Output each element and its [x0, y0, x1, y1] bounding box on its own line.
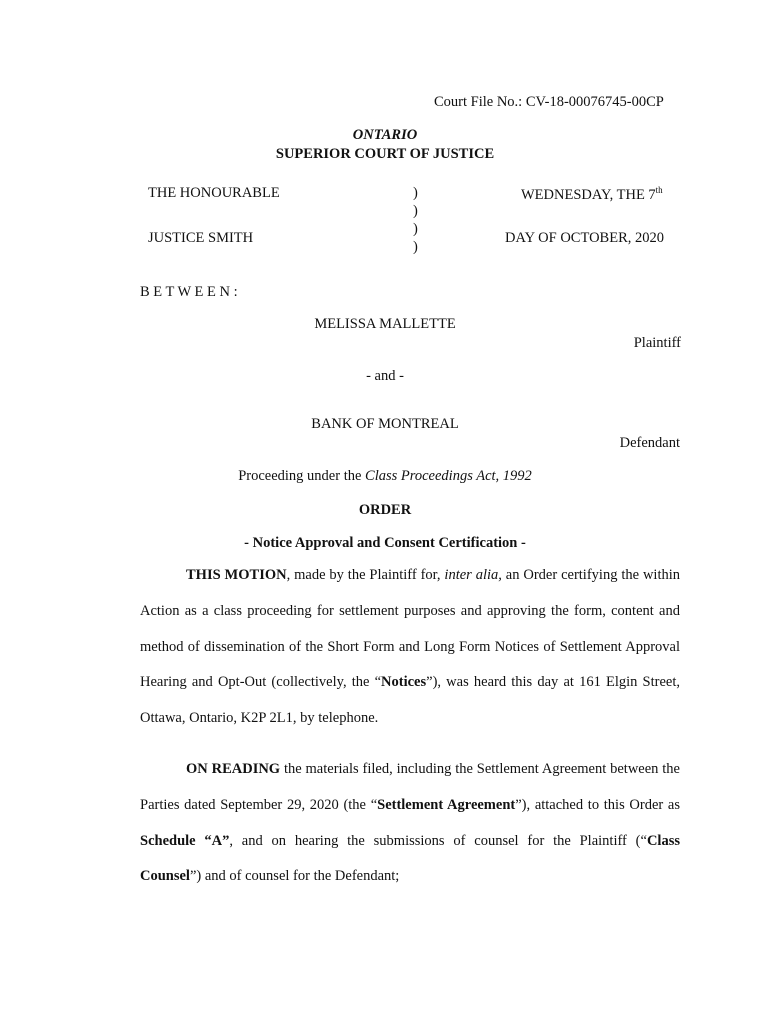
hearing-weekday: [521, 185, 663, 204]
and-separator: - and -: [366, 368, 404, 384]
motion-paragraph: [140, 558, 680, 737]
defendant-name: BANK OF MONTREAL: [311, 416, 459, 432]
notices-term: Notices: [381, 674, 427, 691]
schedule-a-term: Schedule “A”: [140, 832, 230, 849]
court-file-number: Court File No.: CV-18-00076745-00CP: [434, 94, 664, 110]
reading-text-1: the materials filed, including the Settlement Agreement between the Parties dated September 29, 2020 (the “: [140, 761, 680, 813]
hearing-date: DAY OF OCTOBER, 2020: [505, 230, 664, 246]
motion-text-1: , made by the Plaintiff for,: [286, 567, 445, 583]
reading-lead: ON READING: [186, 761, 281, 777]
paren-2: ): [413, 203, 418, 219]
paren-4: ): [413, 239, 418, 255]
paren-1: ): [413, 185, 418, 201]
class-counsel-term: Class Counsel: [140, 832, 680, 885]
plaintiff-role: Plaintiff: [633, 335, 681, 351]
order-title: ORDER: [358, 502, 412, 518]
settlement-agreement-term: Settlement Agreement: [377, 796, 516, 813]
motion-text-2: an Order certifying the within Action as a class proceeding for settlement purposes and approving the form, content and method of dissemination of the Short Form and Long Form Notices of Settlement Approval Hearing and Opt-Out (collectively, the “: [140, 567, 681, 691]
between-label: B E T W E E N :: [140, 284, 238, 300]
motion-lead: THIS MOTION: [186, 567, 287, 583]
reading-text-4: ”) and of counsel for the Defendant;: [189, 868, 400, 885]
motion-text-3: ”), was heard this day at 161 Elgin Street, Ottawa, Ontario, K2P 2L1, by telephone.: [140, 674, 680, 727]
plaintiff-name: MELISSA MALLETTE: [314, 316, 456, 332]
reading-text-3: , and on hearing the submissions of counsel for the Plaintiff (“: [229, 832, 647, 849]
judge-title: THE HONOURABLE: [148, 185, 280, 201]
motion-italic: inter alia,: [444, 567, 502, 583]
ordinal-suffix: th: [655, 185, 663, 195]
defendant-role: Defendant: [619, 435, 680, 451]
proceeding-line: [0, 468, 770, 485]
hearing-weekday-text: WEDNESDAY, THE 7: [521, 186, 656, 203]
proceeding-prefix: Proceeding under the: [238, 468, 366, 484]
reading-text-2: ”), attached to this Order as: [515, 796, 681, 813]
judge-name: JUSTICE SMITH: [148, 230, 254, 246]
order-subtitle: - Notice Approval and Consent Certification -: [244, 535, 526, 551]
reading-paragraph: [140, 752, 680, 895]
proceeding-act: Class Proceedings Act, 1992: [365, 468, 532, 484]
court-heading: SUPERIOR COURT OF JUSTICE: [275, 146, 495, 162]
province-heading: ONTARIO: [352, 127, 418, 143]
paren-3: ): [413, 221, 418, 237]
